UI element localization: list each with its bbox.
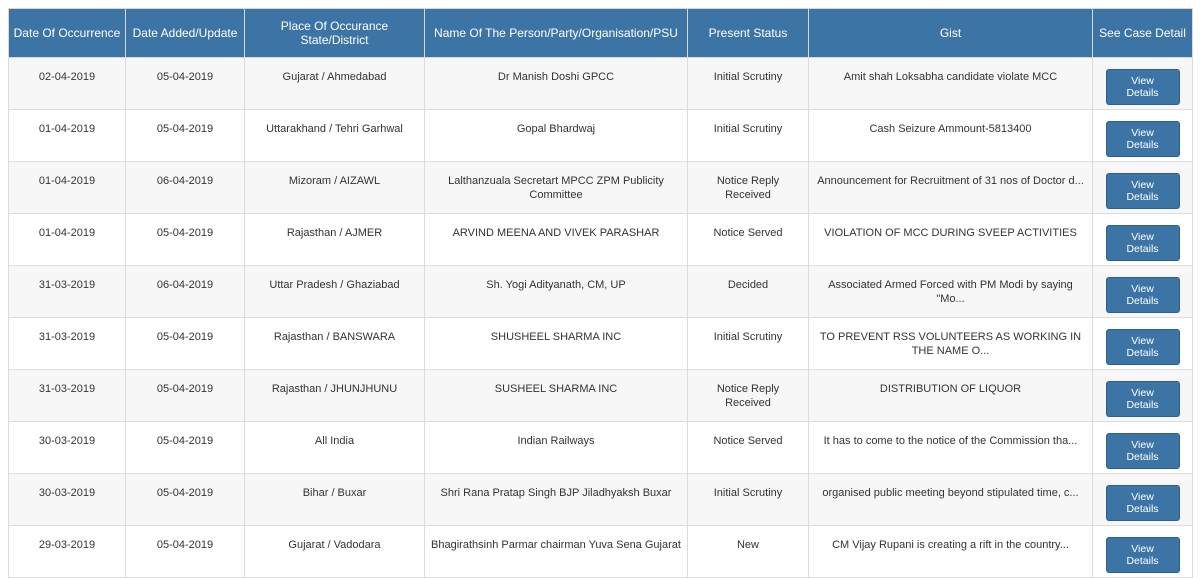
cell-date-added: 06-04-2019	[126, 162, 245, 214]
cell-gist: It has to come to the notice of the Commission tha...	[809, 422, 1093, 474]
cell-date-occurrence: 01-04-2019	[9, 110, 126, 162]
header-case-detail: See Case Detail	[1093, 9, 1193, 58]
cell-date-occurrence: 01-04-2019	[9, 162, 126, 214]
view-details-button[interactable]: View Details	[1106, 433, 1180, 469]
cell-date-added: 05-04-2019	[126, 214, 245, 266]
view-details-button[interactable]: View Details	[1106, 485, 1180, 521]
cell-status: Initial Scrutiny	[688, 58, 809, 110]
cell-gist: DISTRIBUTION OF LIQUOR	[809, 370, 1093, 422]
cell-place: Uttarakhand / Tehri Garhwal	[245, 110, 425, 162]
cell-date-added: 05-04-2019	[126, 422, 245, 474]
cell-name: Shri Rana Pratap Singh BJP Jiladhyaksh Buxar	[425, 474, 688, 526]
cell-gist: Amit shah Loksabha candidate violate MCC	[809, 58, 1093, 110]
cell-case-detail	[1093, 474, 1193, 526]
cell-date-occurrence: 30-03-2019	[9, 422, 126, 474]
cell-name: Gopal Bhardwaj	[425, 110, 688, 162]
cell-date-occurrence: 31-03-2019	[9, 318, 126, 370]
cell-name: SHUSHEEL SHARMA INC	[425, 318, 688, 370]
header-name: Name Of The Person/Party/Organisation/PSU	[425, 9, 688, 58]
table-row	[9, 318, 1193, 370]
cell-gist: VIOLATION OF MCC DURING SVEEP ACTIVITIES	[809, 214, 1093, 266]
complaints-table-container	[8, 8, 1192, 578]
cell-date-added: 05-04-2019	[126, 474, 245, 526]
cell-status: Initial Scrutiny	[688, 110, 809, 162]
cell-name: Bhagirathsinh Parmar chairman Yuva Sena Gujarat	[425, 526, 688, 578]
cell-place: Uttar Pradesh / Ghaziabad	[245, 266, 425, 318]
view-details-button[interactable]: View Details	[1106, 173, 1180, 209]
cell-name: Dr Manish Doshi GPCC	[425, 58, 688, 110]
cell-date-added: 05-04-2019	[126, 58, 245, 110]
cell-case-detail	[1093, 422, 1193, 474]
cell-gist: Cash Seizure Ammount-5813400	[809, 110, 1093, 162]
cell-case-detail	[1093, 162, 1193, 214]
cell-name: Indian Railways	[425, 422, 688, 474]
cell-status: Notice Reply Received	[688, 370, 809, 422]
cell-status: Notice Reply Received	[688, 162, 809, 214]
complaints-table	[8, 8, 1193, 578]
cell-place: Rajasthan / AJMER	[245, 214, 425, 266]
table-row	[9, 526, 1193, 578]
cell-name: ARVIND MEENA AND VIVEK PARASHAR	[425, 214, 688, 266]
cell-date-occurrence: 30-03-2019	[9, 474, 126, 526]
cell-name: SUSHEEL SHARMA INC	[425, 370, 688, 422]
cell-date-occurrence: 01-04-2019	[9, 214, 126, 266]
view-details-button[interactable]: View Details	[1106, 537, 1180, 573]
view-details-button[interactable]: View Details	[1106, 381, 1180, 417]
header-gist: Gist	[809, 9, 1093, 58]
cell-status: Decided	[688, 266, 809, 318]
table-row	[9, 162, 1193, 214]
table-row	[9, 422, 1193, 474]
cell-case-detail	[1093, 318, 1193, 370]
cell-date-occurrence: 31-03-2019	[9, 266, 126, 318]
cell-case-detail	[1093, 214, 1193, 266]
cell-status: New	[688, 526, 809, 578]
cell-case-detail	[1093, 370, 1193, 422]
cell-name: Sh. Yogi Adityanath, CM, UP	[425, 266, 688, 318]
cell-place: All India	[245, 422, 425, 474]
cell-place: Rajasthan / JHUNJHUNU	[245, 370, 425, 422]
cell-case-detail	[1093, 266, 1193, 318]
cell-place: Gujarat / Vadodara	[245, 526, 425, 578]
cell-gist: Announcement for Recruitment of 31 nos of Doctor d...	[809, 162, 1093, 214]
view-details-button[interactable]: View Details	[1106, 277, 1180, 313]
table-row	[9, 370, 1193, 422]
cell-place: Gujarat / Ahmedabad	[245, 58, 425, 110]
cell-status: Initial Scrutiny	[688, 318, 809, 370]
cell-date-added: 05-04-2019	[126, 318, 245, 370]
cell-status: Notice Served	[688, 214, 809, 266]
table-row	[9, 58, 1193, 110]
cell-gist: organised public meeting beyond stipulated time, c...	[809, 474, 1093, 526]
header-date-added: Date Added/Update	[126, 9, 245, 58]
cell-case-detail	[1093, 58, 1193, 110]
table-row	[9, 266, 1193, 318]
cell-date-occurrence: 02-04-2019	[9, 58, 126, 110]
cell-place: Rajasthan / BANSWARA	[245, 318, 425, 370]
cell-place: Mizoram / AIZAWL	[245, 162, 425, 214]
cell-case-detail	[1093, 526, 1193, 578]
table-header-row	[9, 9, 1193, 58]
header-place: Place Of Occurance State/District	[245, 9, 425, 58]
cell-gist: CM Vijay Rupani is creating a rift in the country...	[809, 526, 1093, 578]
view-details-button[interactable]: View Details	[1106, 225, 1180, 261]
table-row	[9, 214, 1193, 266]
cell-status: Initial Scrutiny	[688, 474, 809, 526]
cell-gist: Associated Armed Forced with PM Modi by saying "Mo...	[809, 266, 1093, 318]
table-row	[9, 474, 1193, 526]
cell-date-added: 05-04-2019	[126, 370, 245, 422]
header-status: Present Status	[688, 9, 809, 58]
cell-place: Bihar / Buxar	[245, 474, 425, 526]
cell-date-added: 05-04-2019	[126, 110, 245, 162]
cell-date-added: 06-04-2019	[126, 266, 245, 318]
table-row	[9, 110, 1193, 162]
view-details-button[interactable]: View Details	[1106, 121, 1180, 157]
cell-status: Notice Served	[688, 422, 809, 474]
view-details-button[interactable]: View Details	[1106, 69, 1180, 105]
cell-date-added: 05-04-2019	[126, 526, 245, 578]
cell-name: Lalthanzuala Secretart MPCC ZPM Publicity Committee	[425, 162, 688, 214]
cell-case-detail	[1093, 110, 1193, 162]
cell-date-occurrence: 31-03-2019	[9, 370, 126, 422]
cell-date-occurrence: 29-03-2019	[9, 526, 126, 578]
header-date-occurrence: Date Of Occurrence	[9, 9, 126, 58]
view-details-button[interactable]: View Details	[1106, 329, 1180, 365]
cell-gist: TO PREVENT RSS VOLUNTEERS AS WORKING IN THE NAME O...	[809, 318, 1093, 370]
